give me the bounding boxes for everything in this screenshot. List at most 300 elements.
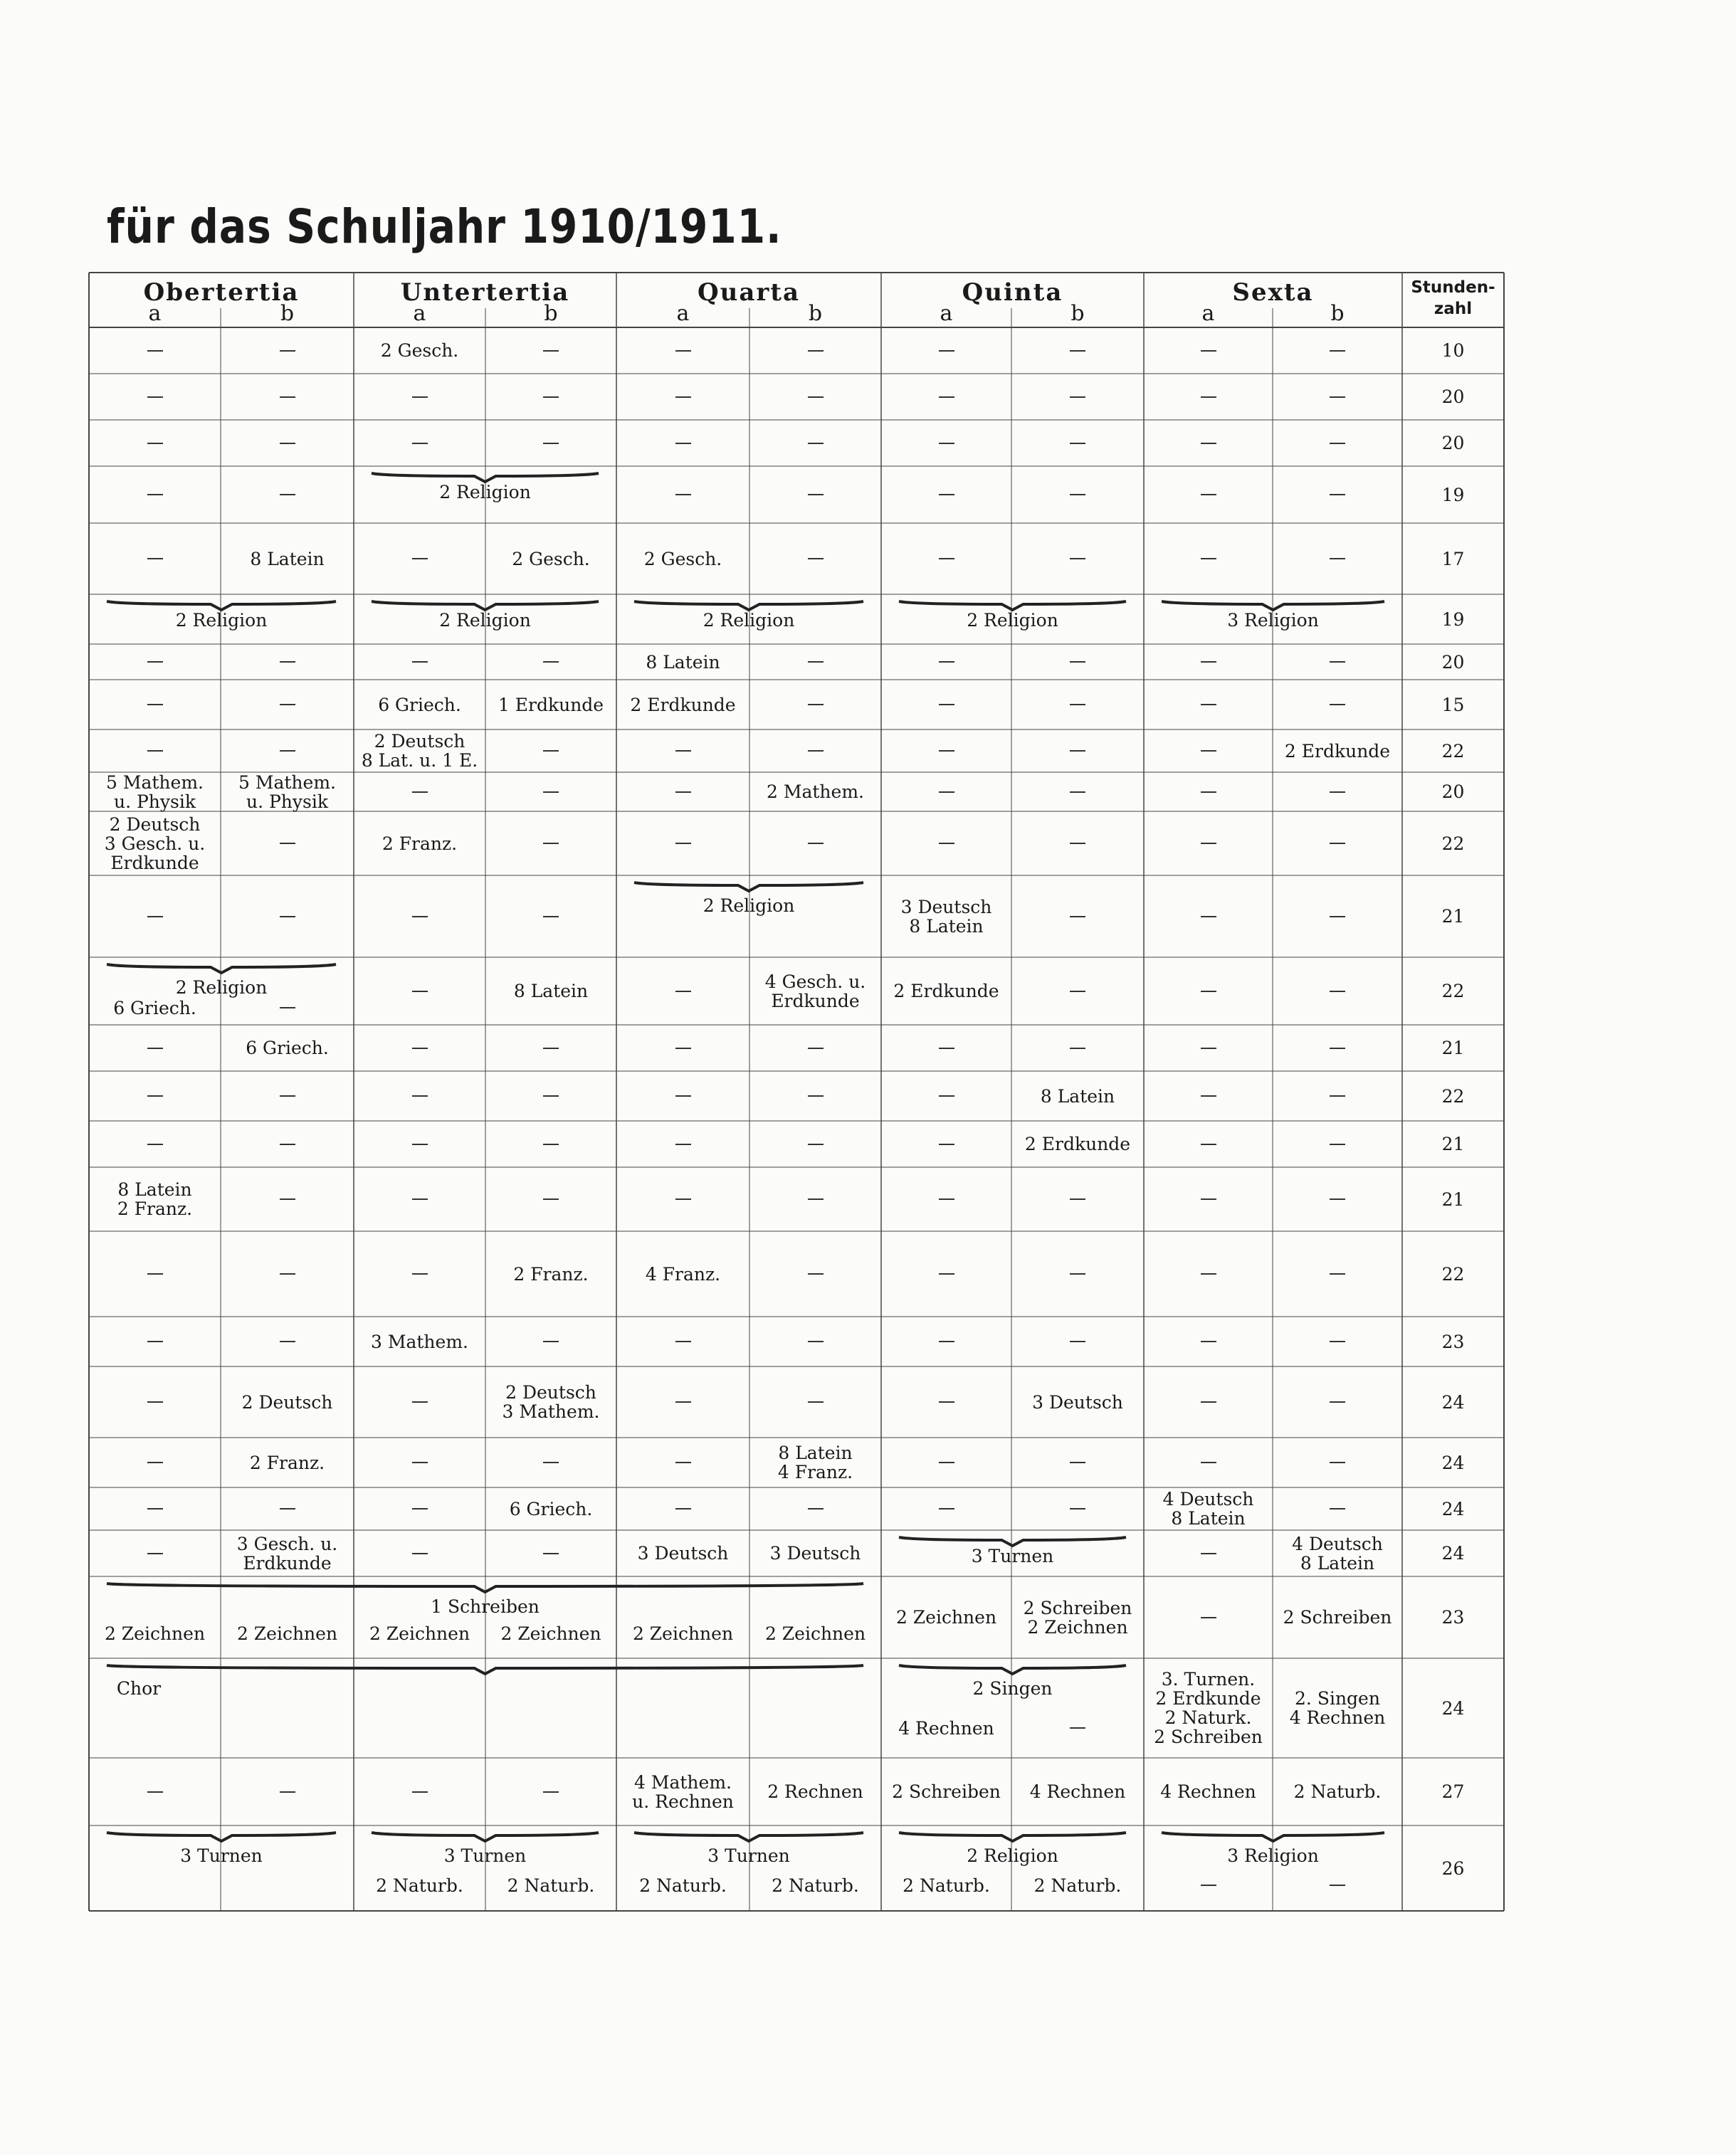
lesson-cell [1011,772,1144,811]
subclass-header: a [413,301,426,326]
stundenzahl-cell: 24 [1441,1498,1465,1519]
lesson-cell: 2 Zeichnen [369,1623,470,1644]
lesson-cell [616,1366,749,1438]
lesson-cell [881,466,1011,523]
lesson-cell [89,466,221,523]
lesson-cell [1011,957,1144,1025]
span-lesson-label: 2 Religion [967,610,1058,631]
lesson-cell: 5 Mathem. u. Physik [238,771,336,812]
lesson-cell [89,1366,221,1438]
lesson-cell [89,1317,221,1366]
class-header-quinta: Quinta [962,278,1063,307]
stundenzahl-cell: 21 [1441,1134,1465,1154]
lesson-cell: 4 Mathem. u. Rechnen [632,1771,734,1812]
lesson-cell: 5 Mathem. u. Physik [106,771,204,812]
lesson-cell: 3 Deutsch [769,1543,861,1564]
lesson-cell: 2 Gesch. [643,548,722,569]
lesson-cell [749,466,881,523]
lesson-cell [1011,466,1144,523]
lesson-cell [1144,1576,1273,1658]
lesson-cell [1011,327,1144,374]
lesson-cell [1273,1167,1402,1231]
lesson-cell [89,1438,221,1487]
lesson-cell [485,1530,616,1576]
stundenzahl-cell: 22 [1441,1085,1465,1107]
lesson-cell: 2 Deutsch [241,1391,333,1413]
lesson-cell [485,1317,616,1366]
lesson-cell [749,1231,881,1317]
span-brace [634,601,863,610]
lesson-cell [881,811,1011,875]
lesson-cell [881,729,1011,772]
lesson-cell [89,327,221,374]
lesson-cell [749,1121,881,1167]
lesson-cell [485,1167,616,1231]
lesson-cell [354,420,485,466]
page-title: für das Schuljahr 1910/1911. [107,199,782,254]
subclass-header: a [148,301,162,326]
lesson-cell [221,374,354,420]
lesson-cell [89,523,221,594]
lesson-cell: 3 Deutsch 8 Latein [900,896,992,937]
lesson-cell [881,1438,1011,1487]
lesson-cell [881,772,1011,811]
stundenzahl-cell: 21 [1441,1189,1465,1210]
subclass-header: a [940,301,953,326]
lesson-cell: 1 Erdkunde [498,694,604,715]
lesson-cell: 3. Turnen. 2 Erdkunde 2 Naturk. 2 Schreiben [1154,1669,1263,1747]
lesson-cell [1011,1438,1144,1487]
lesson-cell: 8 Latein [646,651,720,673]
lesson-cell [1144,466,1273,523]
lesson-cell [89,1530,221,1576]
lesson-cell [485,327,616,374]
lesson-cell [881,1366,1011,1438]
stundenzahl-cell: 24 [1441,1697,1465,1719]
lesson-cell: 6 Griech. [378,694,461,715]
lesson-cell [89,729,221,772]
lesson-cell: 3 Deutsch [1032,1391,1123,1413]
span-brace [107,964,336,973]
lesson-cell [749,811,881,875]
lesson-cell [221,1317,354,1366]
lesson-cell [1144,875,1273,957]
lesson-cell: 2 Deutsch 8 Lat. u. 1 E. [361,731,478,771]
lesson-cell [485,811,616,875]
span-lesson-label: 3 Religion [1227,1845,1319,1866]
lesson-cell [1273,875,1402,957]
lesson-cell [616,1025,749,1071]
lesson-cell [485,1758,616,1825]
lesson-cell [1011,729,1144,772]
lesson-cell [221,680,354,729]
lesson-cell [616,374,749,420]
stundenzahl-cell: 21 [1441,906,1465,927]
lesson-cell [616,729,749,772]
lesson-cell [1011,680,1144,729]
lesson-cell [616,466,749,523]
stundenzahl-cell: 21 [1441,1038,1465,1058]
lesson-cell [354,1758,485,1825]
lesson-cell: 2 Naturb. [903,1875,990,1896]
lesson-cell [881,420,1011,466]
lesson-cell [354,1231,485,1317]
span-lesson-label: 3 Turnen [707,1845,790,1866]
stundenzahl-cell: 22 [1441,740,1465,762]
lesson-cell: 2 Zeichnen [632,1623,734,1644]
lesson-cell [1273,1366,1402,1438]
span-lesson-label: 3 Turnen [443,1845,527,1866]
lesson-cell: 2 Naturb. [376,1875,463,1896]
lesson-cell [1144,420,1273,466]
lesson-cell [749,644,881,680]
lesson-cell [354,1167,485,1231]
lesson-cell [1144,523,1273,594]
lesson-cell: 3 Deutsch [637,1543,729,1564]
lesson-cell [749,1025,881,1071]
lesson-cell [1011,1167,1144,1231]
lesson-cell [749,327,881,374]
lesson-cell: 6 Griech. [113,997,196,1018]
lesson-cell [1144,644,1273,680]
lesson-cell [1273,1231,1402,1317]
subclass-header: a [1201,301,1215,326]
stundenzahl-cell: 24 [1441,1543,1465,1564]
lesson-cell [485,875,616,957]
lesson-cell: 8 Latein 2 Franz. [117,1179,193,1219]
lesson-cell [1144,1864,1273,1907]
lesson-cell [881,644,1011,680]
lesson-cell: 8 Latein [250,548,325,569]
span-lesson-label: 2 Religion [175,977,268,998]
subclass-header: b [808,301,823,326]
lesson-cell [1011,1317,1144,1366]
lesson-cell [1144,811,1273,875]
lesson-cell [749,1317,881,1366]
lesson-cell [1011,523,1144,594]
lesson-cell [749,1071,881,1121]
lesson-cell [749,374,881,420]
stundenzahl-cell: 20 [1441,781,1465,802]
lesson-cell [616,1167,749,1231]
lesson-cell: 2. Singen 4 Rechnen [1289,1688,1386,1728]
class-header-sexta: Sexta [1232,278,1314,307]
lesson-cell [221,327,354,374]
lesson-cell [881,1121,1011,1167]
lesson-cell [616,420,749,466]
lesson-cell [1011,644,1144,680]
lesson-cell: 2 Naturb. [772,1875,859,1896]
lesson-cell: 2 Deutsch 3 Gesch. u. Erdkunde [104,813,206,873]
lesson-cell: 2 Franz. [513,1263,589,1285]
span-lesson-label: 2 Religion [439,482,531,502]
lesson-cell [89,420,221,466]
subclass-header: b [280,301,295,326]
lesson-cell [1144,1366,1273,1438]
lesson-cell [1273,1487,1402,1530]
lesson-cell [1144,1167,1273,1231]
lesson-cell [89,1025,221,1071]
lesson-cell [354,644,485,680]
lesson-cell: 2 Zeichnen [104,1623,206,1644]
lesson-cell: 2 Zeichnen [236,1623,338,1644]
span-lesson-label: 2 Religion [703,610,795,631]
lesson-cell [616,772,749,811]
lesson-cell: 8 Latein [513,981,589,1001]
subclass-header: b [1070,301,1085,326]
lesson-cell: 2 Mathem. [767,781,864,802]
span-lesson-label: 2 Religion [439,610,531,631]
lesson-cell: 8 Latein 4 Franz. [777,1443,853,1482]
lesson-cell [1273,957,1402,1025]
lesson-cell: 2 Rechnen [767,1781,863,1802]
lesson-cell: 4 Deutsch 8 Latein [1292,1533,1383,1574]
lesson-cell [749,1366,881,1438]
lesson-cell: 2 Naturb. [1033,1875,1122,1896]
span-brace [899,1537,1126,1546]
lesson-cell: 3 Gesch. u. Erdkunde [236,1533,338,1574]
lesson-cell [354,875,485,957]
span-lesson-label: Chor [116,1678,162,1699]
lesson-cell: 4 Rechnen [898,1717,994,1739]
lesson-cell [485,644,616,680]
lesson-cell [485,374,616,420]
span-brace [634,882,863,891]
stundenzahl-cell: 10 [1441,340,1465,361]
lesson-cell [749,523,881,594]
lesson-cell [1144,1438,1273,1487]
lesson-cell [616,957,749,1025]
lesson-cell [89,374,221,420]
lesson-cell [221,1758,354,1825]
lesson-cell [221,729,354,772]
span-brace [899,601,1126,610]
lesson-cell [1273,680,1402,729]
lesson-cell [1273,1121,1402,1167]
lesson-cell [485,1071,616,1121]
lesson-cell [354,523,485,594]
stundenzahl-cell: 19 [1441,608,1465,630]
lesson-cell [89,644,221,680]
stundenzahl-cell: 15 [1441,694,1465,715]
lesson-cell: 2 Erdkunde [1284,740,1391,762]
lesson-cell [485,772,616,811]
stundenzahl-cell: 22 [1441,981,1465,1001]
lesson-cell [1144,1025,1273,1071]
lesson-cell [354,957,485,1025]
lesson-cell [749,420,881,466]
lesson-cell [881,1025,1011,1071]
lesson-cell [1144,957,1273,1025]
class-header-untertertia: Untertertia [400,278,570,307]
lesson-cell [881,1167,1011,1231]
lesson-cell: 2 Zeichnen [895,1607,997,1628]
lesson-cell [221,420,354,466]
lesson-cell [354,1121,485,1167]
lesson-cell: 2 Erdkunde [1024,1134,1131,1154]
class-header-obertertia: Obertertia [143,278,300,307]
lesson-cell [1273,1025,1402,1071]
stundenzahl-cell: 24 [1441,1452,1465,1473]
lesson-cell [1273,523,1402,594]
lesson-cell [221,1231,354,1317]
stundenzahl-cell: 20 [1441,651,1465,673]
lesson-cell [881,1071,1011,1121]
lesson-cell [1273,466,1402,523]
stundenzahl-cell: 24 [1441,1391,1465,1413]
lesson-cell [749,729,881,772]
lesson-cell [616,1487,749,1530]
lesson-cell [89,1071,221,1121]
lesson-cell [1144,374,1273,420]
lesson-cell [354,1071,485,1121]
lesson-cell [1144,680,1273,729]
lesson-cell: 2 Schreiben [892,1781,1001,1802]
lesson-cell [1273,811,1402,875]
lesson-cell [1011,1703,1144,1753]
lesson-cell [749,1487,881,1530]
lesson-cell: 4 Franz. [645,1263,721,1285]
lesson-cell [354,772,485,811]
lesson-cell [1144,1231,1273,1317]
lesson-cell: 6 Griech. [246,1038,329,1058]
lesson-cell [1144,1071,1273,1121]
lesson-cell [1273,420,1402,466]
stundenzahl-cell: 20 [1441,433,1465,453]
lesson-cell [616,811,749,875]
subclass-header: b [544,301,558,326]
lesson-cell [1011,1025,1144,1071]
lesson-cell [1144,327,1273,374]
stundenzahl-header: Stunden- zahl [1411,278,1495,318]
stundenzahl-cell: 22 [1441,1263,1465,1285]
lesson-cell [1273,1071,1402,1121]
lesson-cell [485,1121,616,1167]
lesson-cell [881,1317,1011,1366]
lesson-cell [1273,1317,1402,1366]
lesson-cell [1273,644,1402,680]
lesson-cell [749,680,881,729]
lesson-cell [221,1167,354,1231]
span-brace [107,1833,336,1841]
lesson-cell [354,1530,485,1576]
span-lesson-label: 2 Singen [972,1678,1053,1699]
class-header-quarta: Quarta [697,278,800,307]
lesson-cell [221,875,354,957]
subclass-header: a [676,301,690,326]
lesson-cell: 2 Naturb. [507,1875,595,1896]
lesson-cell: 2 Erdkunde [893,981,999,1001]
lesson-cell: 2 Zeichnen [764,1623,866,1644]
lesson-cell [485,420,616,466]
lesson-cell [89,875,221,957]
lesson-cell [1273,374,1402,420]
lesson-cell: 2 Zeichnen [500,1623,601,1644]
lesson-cell: 8 Latein [1040,1085,1115,1107]
lesson-cell [485,729,616,772]
lesson-cell: 4 Rechnen [1160,1781,1256,1802]
lesson-cell [1273,1864,1402,1907]
lesson-cell [1011,811,1144,875]
lesson-cell [221,1071,354,1121]
lesson-cell [354,1487,485,1530]
lesson-cell [616,1071,749,1121]
lesson-cell [1011,374,1144,420]
lesson-cell [221,466,354,523]
lesson-cell: 2 Schreiben 2 Zeichnen [1023,1597,1132,1638]
span-lesson-label: 2 Religion [967,1845,1058,1866]
lesson-cell: 2 Deutsch 3 Mathem. [502,1382,600,1422]
lesson-cell [1144,729,1273,772]
lesson-cell [89,680,221,729]
stundenzahl-cell: 22 [1441,833,1465,854]
lesson-cell [881,327,1011,374]
lesson-cell [354,1025,485,1071]
span-brace [634,1833,863,1841]
lesson-cell: 3 Mathem. [371,1331,468,1352]
lesson-cell [1273,327,1402,374]
span-lesson-label: 2 Religion [175,610,268,631]
span-brace [107,601,336,610]
stundenzahl-cell: 19 [1441,484,1465,505]
lesson-cell [221,994,354,1021]
lesson-cell [221,1487,354,1530]
lesson-cell [1144,1317,1273,1366]
lesson-cell [881,1231,1011,1317]
lesson-cell: 4 Gesch. u. Erdkunde [764,971,866,1011]
lesson-cell: 2 Naturb. [1293,1781,1382,1802]
stundenzahl-cell: 27 [1441,1781,1465,1802]
lesson-cell [89,1121,221,1167]
lesson-cell: 4 Deutsch 8 Latein [1162,1489,1254,1529]
lesson-cell [1144,1530,1273,1576]
lesson-cell [89,1758,221,1825]
lesson-cell [616,1438,749,1487]
lesson-cell [354,1366,485,1438]
lesson-cell [1144,772,1273,811]
lesson-cell [485,1025,616,1071]
span-brace [899,1665,1126,1674]
stundenzahl-cell: 20 [1441,386,1465,407]
span-lesson-label: 3 Turnen [971,1546,1054,1566]
span-lesson-label: 3 Religion [1227,610,1319,631]
lesson-cell [221,644,354,680]
lesson-cell [881,680,1011,729]
lesson-cell [89,1231,221,1317]
lesson-cell [881,1487,1011,1530]
lesson-cell: 4 Rechnen [1029,1781,1126,1802]
lesson-cell [616,1121,749,1167]
span-brace [899,1833,1126,1841]
lesson-cell: 2 Franz. [382,833,458,854]
span-lesson-label: 1 Schreiben [431,1596,540,1617]
lesson-cell [1273,1438,1402,1487]
lesson-cell: 2 Naturb. [639,1875,727,1896]
lesson-cell [89,1487,221,1530]
lesson-cell [221,1121,354,1167]
lesson-cell [616,1317,749,1366]
lesson-cell [354,374,485,420]
lesson-cell: 2 Franz. [249,1452,325,1473]
stundenzahl-cell: 23 [1441,1607,1465,1628]
span-lesson-label: 2 Religion [703,895,795,916]
lesson-cell [485,1438,616,1487]
stundenzahl-cell: 26 [1441,1858,1465,1879]
lesson-cell: 6 Griech. [509,1498,593,1519]
lesson-cell [1011,875,1144,957]
lesson-cell [1011,420,1144,466]
lesson-cell [1011,1487,1144,1530]
